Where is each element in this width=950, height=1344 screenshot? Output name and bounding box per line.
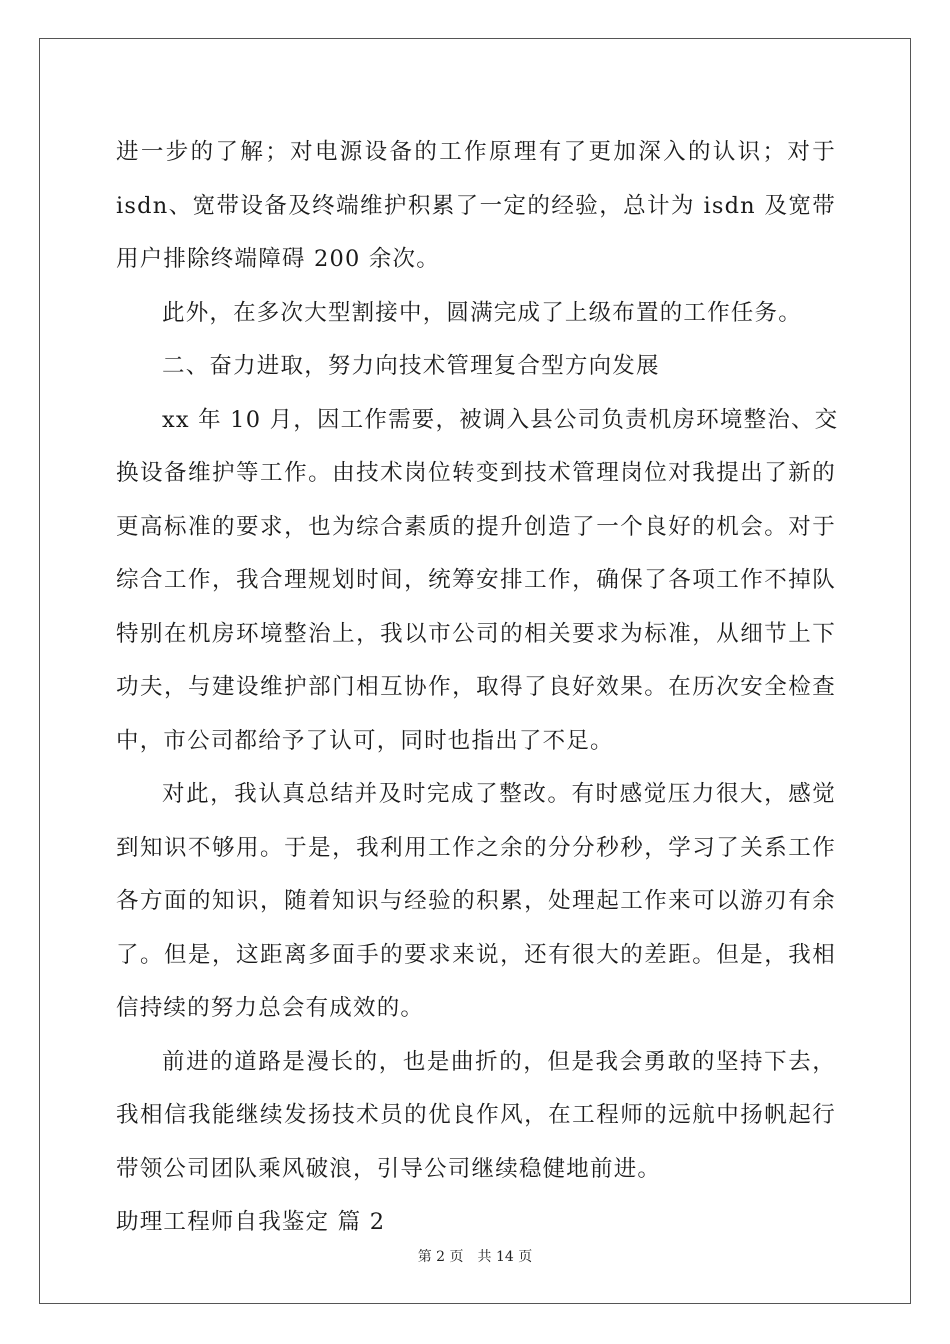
text-line: 进一步的了解；对电源设备的工作原理有了更加深入的认识；对于	[116, 139, 836, 165]
text-line: 前进的道路是漫长的，也是曲折的，但是我会勇敢的坚持下去，	[162, 1048, 836, 1075]
text-line: 了。但是，这距离多面手的要求来说，还有很大的差距。但是，我相	[116, 941, 836, 968]
page-footer	[0, 1246, 950, 1266]
page-number: 第 2 页	[417, 1249, 464, 1265]
text-line: 我相信我能继续发扬技术员的优良作风，在工程师的远航中扬帆起行	[116, 1102, 836, 1128]
text-line: 到知识不够用。于是，我利用工作之余的分分秒秒，学习了关系工作	[116, 834, 836, 861]
section-heading: 二、奋力进取，努力向技术管理复合型方向发展	[162, 353, 660, 379]
text-line: 用户排除终端障碍 200 余次。	[116, 246, 440, 272]
text-line: isdn、宽带设备及终端维护积累了一定的经验，总计为 isdn 及宽带	[116, 192, 836, 219]
text-line: 功夫，与建设维护部门相互协作，取得了良好效果。在历次安全检查	[116, 674, 836, 700]
text-line: xx 年 10 月，因工作需要，被调入县公司负责机房环境整治、交	[162, 406, 839, 433]
text-line: 更高标准的要求，也为综合素质的提升创造了一个良好的机会。对于	[116, 513, 836, 540]
text-line: 对此，我认真总结并及时完成了整改。有时感觉压力很大，感觉	[162, 781, 836, 807]
document-body	[116, 126, 839, 1250]
text-line: 特别在机房环境整治上，我以市公司的相关要求为标准，从细节上下	[116, 620, 836, 647]
text-line: 此外，在多次大型割接中，圆满完成了上级布置的工作任务。	[162, 299, 802, 326]
text-line: 中，市公司都给予了认可，同时也指出了不足。	[116, 727, 614, 754]
text-line: 信持续的努力总会有成效的。	[116, 995, 425, 1021]
article-title: 助理工程师自我鉴定 篇 2	[116, 1209, 386, 1235]
text-line: 各方面的知识，随着知识与经验的积累，处理起工作来可以游刃有余	[116, 888, 836, 914]
text-line: 综合工作，我合理规划时间，统筹安排工作，确保了各项工作不掉队	[116, 567, 836, 593]
page-total: 共 14 页	[477, 1249, 533, 1265]
text-line: 换设备维护等工作。由技术岗位转变到技术管理岗位对我提出了新的	[116, 460, 836, 486]
text-line: 带领公司团队乘风破浪，引导公司继续稳健地前进。	[116, 1155, 662, 1182]
